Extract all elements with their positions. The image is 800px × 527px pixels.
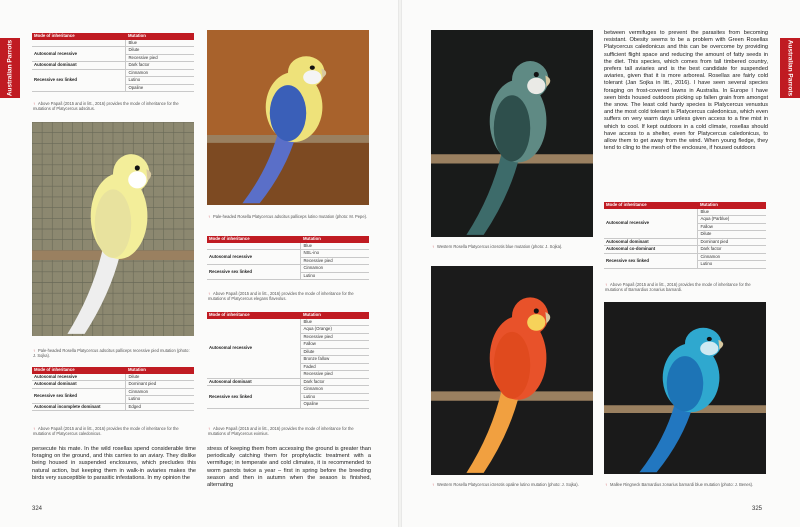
bird-eye	[534, 308, 539, 313]
mutation-cell: Edged	[126, 403, 194, 410]
photo-western-rosella-blue	[431, 30, 593, 237]
caption-photo-5	[605, 482, 765, 487]
bird-head	[512, 297, 548, 335]
mutation-cell: Dark factor	[126, 62, 194, 69]
mode-cell	[32, 40, 126, 47]
caption-text: Pale-headed Rosella Platycercus adscitus palliceps lutino mutation (photo: M. Pepe).	[213, 214, 368, 219]
mode-cell: Autosomal recessive	[207, 250, 301, 265]
page-number-right: 325	[752, 506, 763, 512]
caption-text: Above Papaš (2015 and in litt., 2016) provides the mode of inheritance for the mutations of Platycercus elegans flaveolus.	[208, 291, 354, 301]
caption-marker: ↑	[208, 214, 211, 219]
mutation-cell: Aqua (Orange)	[301, 326, 369, 333]
photo-image	[431, 266, 593, 475]
mutation-table-platycercus-eximius	[207, 312, 369, 409]
mutation-cell: Lutino	[301, 272, 369, 279]
caption-marker: ↑	[33, 426, 36, 431]
mutation-cell: Aqua (Parblue)	[698, 216, 766, 223]
table-row	[207, 378, 369, 385]
page-gutter	[398, 0, 402, 527]
mode-cell: Recessive sex linked	[207, 265, 301, 280]
mutation-cell: Recessive pied	[126, 54, 194, 61]
mode-cell: Recessive sex linked	[604, 253, 698, 268]
caption-text: Western Rosella Platycercus icterotis blue mutation (photo: J. Sojka).	[437, 244, 563, 249]
mutation-cell: Lutino	[301, 393, 369, 400]
header-mode: Mode of inheritance	[207, 312, 301, 319]
table-row	[32, 69, 194, 76]
table-row	[207, 319, 369, 326]
caption-table-1	[33, 101, 193, 111]
body-text-right-column: between vermifuges to prevent the parasites from becoming resistant. Obesity seems to be a problem with Green Rosellas Platycercus caledonicus and this can be overcome by providing sufficient flight space and reducing the amount of fatty seeds in the diet. This species, which comes from tall timbered country, prefers tall aviaries and is the best candidate for suspended aviaries, given that it is more arboreal. Rosellas are fairly cold tolerant (Jan Sojka in litt., 2016). I have seen several species foraging on frost-covered lawns in Australia. In Europe I have seen birds housed outdoors picking up fallen grain from amongst the snow. The least cold hardy species is Platycercus venustus and the most cold tolerant is Platycercus caledonicus, which even suffers on very warm days unless given access to a fine mist in which to cool. If kept outdoors in a cold climate, rosellas should have access to a shelter, even for Platycercus caledonicus, to allow them to get away from the wind. When young fledge, they tend to cling to the mesh of the enclosure, if housed outdoors	[604, 30, 768, 152]
photo-image	[604, 302, 766, 474]
photo-pale-headed-rosella-lutino	[207, 30, 369, 205]
table-row	[207, 386, 369, 393]
mutation-cell: Fallow	[301, 341, 369, 348]
page-number-left: 324	[32, 506, 43, 512]
bird-cheek	[128, 171, 146, 188]
mutation-cell: Cinnamon	[698, 253, 766, 260]
mode-cell: Autosomal recessive	[32, 47, 126, 62]
mutation-cell: Recessive pied	[301, 257, 369, 264]
bird-cheek	[700, 342, 718, 356]
caption-marker: ↑	[33, 101, 36, 106]
bird-wing	[494, 332, 530, 399]
bird-cheek	[527, 314, 545, 331]
mutation-cell: Blue	[698, 209, 766, 216]
mutation-table-barnardius-zonarius	[604, 202, 766, 269]
caption-table-4	[208, 426, 368, 436]
mutation-cell: Opaline	[301, 401, 369, 408]
body-text-left-column-2: stress of keeping them from accessing the ground is greater than periodically catching them for prophylactic treatment with a vermifuge; in temperate and cold climates, it is recommended to worm parrots twice a year – first in spring before the breeding season and then in autumn when the season is finished, alternating	[207, 446, 371, 489]
mode-cell: Recessive sex linked	[207, 386, 301, 408]
table-row	[32, 40, 194, 47]
caption-table-5	[605, 282, 765, 292]
mode-cell: Autosomal recessive	[604, 209, 698, 238]
mutation-cell: Opaline	[126, 84, 194, 91]
photo-pale-headed-rosella-recessive-pied	[32, 122, 194, 336]
header-mode: Mode of inheritance	[32, 33, 126, 40]
mode-cell: Autosomal co-dominant	[604, 246, 698, 253]
section-tab-label: Australian Parrots	[786, 39, 794, 97]
table-row	[32, 403, 194, 410]
mutation-cell: Dilute	[126, 374, 194, 381]
mutation-cell: Dilute	[126, 47, 194, 54]
table-row	[32, 374, 194, 381]
mode-cell: Autosomal dominant	[32, 381, 126, 388]
table-row	[604, 238, 766, 245]
table-row	[32, 381, 194, 388]
mutation-cell: Cinnamon	[301, 265, 369, 272]
mutation-cell: Cinnamon	[301, 386, 369, 393]
mode-cell: Autosomal dominant	[32, 62, 126, 69]
caption-marker: ↑	[33, 348, 36, 353]
photo-mallee-ringneck-blue	[604, 302, 766, 474]
bird-head	[288, 56, 324, 88]
table-row	[32, 47, 194, 54]
header-mode: Mode of inheritance	[207, 236, 301, 243]
caption-photo-4	[432, 482, 592, 487]
mutation-cell: Blue	[301, 243, 369, 250]
section-tab-right	[780, 38, 800, 98]
header-mutation: Mutation	[301, 312, 369, 319]
bird-wing	[95, 189, 131, 257]
caption-text: Above Papaš (2015 and in litt., 2016) provides the mode of inheritance for the mutations of Barnardius zonarius barnardi.	[605, 282, 751, 292]
photo-image	[32, 122, 194, 336]
bird-eye	[135, 165, 140, 170]
bird-eye	[534, 72, 539, 77]
mutation-cell: Cinnamon	[126, 388, 194, 395]
photo-image	[207, 30, 369, 205]
caption-table-2	[208, 291, 368, 301]
mutation-cell: Dark factor	[301, 378, 369, 385]
mode-cell: Autosomal incomplete dominant	[32, 403, 126, 410]
caption-marker: ↑	[208, 426, 211, 431]
section-tab-left	[0, 38, 20, 98]
table-row	[604, 246, 766, 253]
mutation-cell: Recessive pied	[301, 333, 369, 340]
bird-head	[685, 328, 721, 359]
mutation-cell: Dilute	[698, 231, 766, 238]
caption-text: Mallee Ringneck Barnardius zonarius barnardi blue mutation (photo: J. Benes).	[610, 482, 754, 487]
table-row	[207, 265, 369, 272]
mode-cell: Recessive sex linked	[32, 69, 126, 91]
table-row	[207, 250, 369, 257]
mutation-cell: Dark factor	[698, 246, 766, 253]
mode-cell: Autosomal recessive	[32, 374, 126, 381]
mutation-cell: Lutino	[126, 396, 194, 403]
mutation-table-platycercus-adscitus	[32, 33, 194, 92]
table-row	[32, 62, 194, 69]
caption-photo-2	[208, 214, 368, 219]
bird-head	[512, 61, 548, 98]
mode-cell: Autosomal dominant	[207, 378, 301, 385]
bird-head	[113, 154, 149, 193]
mutation-cell: Recessive pied	[301, 371, 369, 378]
bird-wing	[270, 85, 306, 141]
photo-western-rosella-opaline-lutino	[431, 266, 593, 475]
caption-text: Pale-headed Rosella Platycercus adscitus palliceps recessive pied mutation (photo: J. Sojka).	[33, 348, 190, 358]
mutation-cell: Blue	[126, 40, 194, 47]
table-row	[207, 243, 369, 250]
bird-wing	[494, 95, 530, 161]
caption-table-3	[33, 426, 193, 436]
mutation-table-platycercus-caledonicus	[32, 367, 194, 411]
table-row	[32, 388, 194, 395]
photo-image	[431, 30, 593, 237]
mutation-cell: Cinnamon	[126, 69, 194, 76]
mode-cell: Autosomal dominant	[604, 238, 698, 245]
header-mode: Mode of inheritance	[604, 202, 698, 209]
caption-text: Above Papaš (2015 and in litt., 2016) provides the mode of inheritance for the mutations of Platycercus adscitus.	[33, 101, 179, 111]
mutation-cell: Dominant pied	[126, 381, 194, 388]
caption-text: Above Papaš (2015 and in litt., 2016) provides the mode of inheritance for the mutations of Platycercus caledonicus.	[33, 426, 179, 436]
mutation-cell: NSL-ino	[301, 250, 369, 257]
mutation-cell: Lutino	[698, 261, 766, 268]
header-mutation: Mutation	[126, 367, 194, 374]
header-mode: Mode of inheritance	[32, 367, 126, 374]
bird-wing	[667, 356, 703, 411]
caption-marker: ↑	[432, 244, 435, 249]
caption-marker: ↑	[208, 291, 211, 296]
mutation-table-platycercus-elegans	[207, 236, 369, 280]
mode-cell	[207, 243, 301, 250]
body-text-left-column-1: persecute his mate. In the wild rosellas spend considerable time foraging on the ground, and this carries to an aviary. They dislike being housed in suspended enclosures, which precludes this natural action, but keeping them in walk-in aviaries makes the birds very susceptible to parasitic infestations. In my opinion the	[32, 446, 196, 481]
mutation-cell: Dominant pied	[698, 238, 766, 245]
mutation-cell: Fallow	[698, 223, 766, 230]
section-tab-label: Australian Parrots	[6, 39, 14, 97]
bird-eye	[310, 65, 315, 69]
bird-cheek	[527, 78, 545, 95]
caption-marker: ↑	[605, 282, 608, 287]
mutation-cell: Faded	[301, 363, 369, 370]
caption-marker: ↑	[605, 482, 608, 487]
table-row	[604, 253, 766, 260]
mutation-cell: Lutino	[126, 77, 194, 84]
bird-cheek	[303, 70, 321, 84]
caption-text: Above Papaš (2015 and in litt., 2016) provides the mode of inheritance for the mutations of Platycercus eximius.	[208, 426, 354, 436]
table-row	[604, 209, 766, 216]
mutation-cell: Bronze fallow	[301, 356, 369, 363]
caption-text: Western Rosella Platycercus icterotis opaline lutino mutation (photo: J. Sojka).	[437, 482, 579, 487]
header-mutation: Mutation	[301, 236, 369, 243]
mode-cell: Autosomal recessive	[207, 319, 301, 378]
caption-photo-1	[33, 348, 193, 358]
header-mutation: Mutation	[126, 33, 194, 40]
bird-eye	[707, 337, 712, 341]
mutation-cell: Blue	[301, 319, 369, 326]
mode-cell: Recessive sex linked	[32, 388, 126, 403]
mutation-cell: Dilute	[301, 348, 369, 355]
caption-marker: ↑	[432, 482, 435, 487]
header-mutation: Mutation	[698, 202, 766, 209]
caption-photo-3	[432, 244, 592, 249]
